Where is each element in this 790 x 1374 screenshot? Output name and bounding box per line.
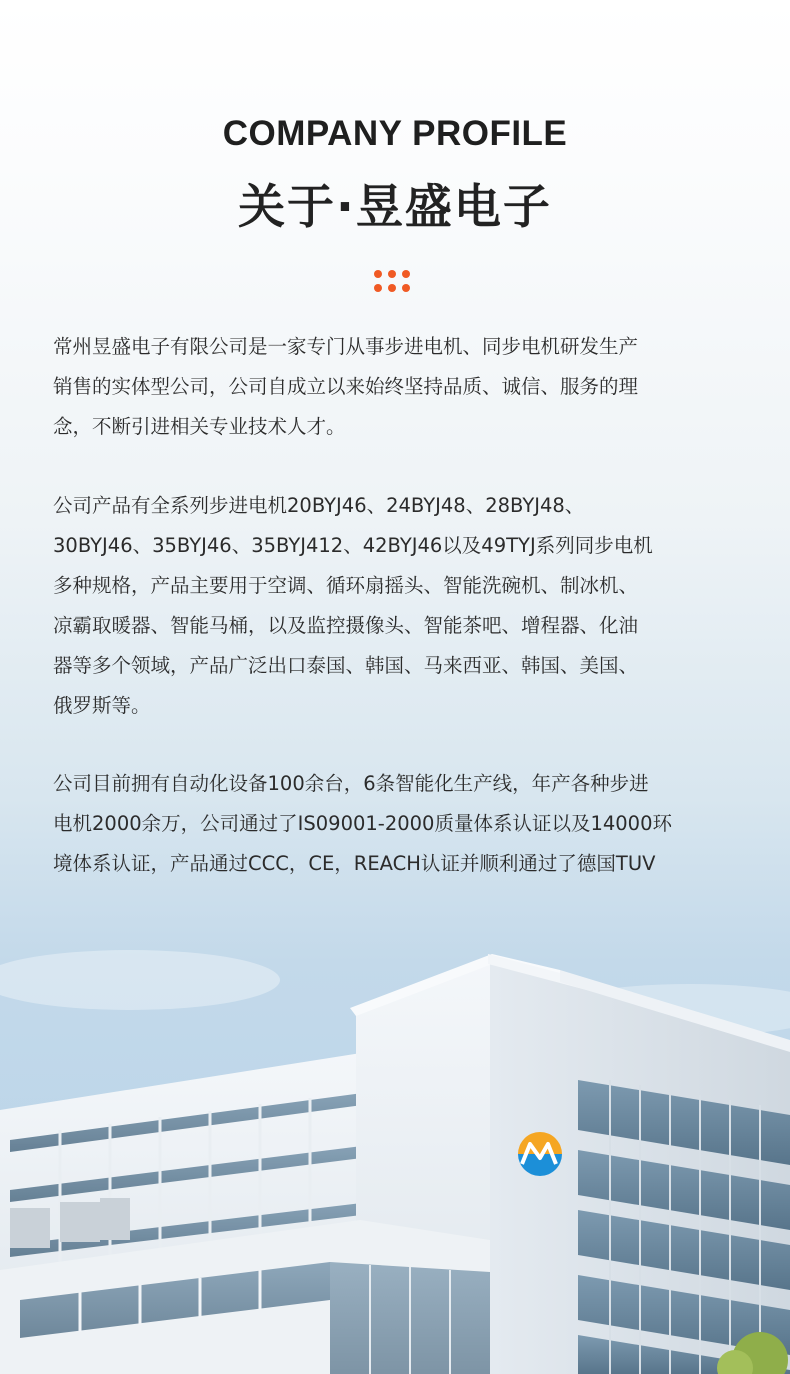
section-title-cn: 关于·昱盛电子	[238, 180, 552, 235]
paragraph-line: 销售的实体型公司，公司自成立以来始终坚持品质、诚信、服务的理	[53, 375, 639, 398]
paragraph-line: 器等多个领域，产品广泛出口泰国、韩国、马来西亚、韩国、美国、	[53, 654, 639, 677]
dot-grid-icon	[372, 270, 412, 296]
ms-logo	[518, 1132, 562, 1176]
paragraph-line: 念，不断引进相关专业技术人才。	[53, 415, 346, 438]
paragraph-line: 常州昱盛电子有限公司是一家专门从事步进电机、同步电机研发生产	[53, 335, 639, 358]
paragraph-line: 境体系认证，产品通过CCC，CE，REACH认证并顺利通过了德国TUV	[53, 852, 656, 875]
paragraph-line: 电机2000余万，公司通过了IS09001-2000质量体系认证以及14000环	[53, 812, 672, 835]
section-title-en: COMPANY PROFILE	[222, 114, 568, 153]
intro-paragraph	[53, 327, 753, 447]
paragraph-line: 30BYJ46、35BYJ46、35BYJ412、42BYJ46以及49TYJ系列同步电机	[53, 534, 653, 557]
paragraph-line: 多种规格，产品主要用于空调、循环扇摇头、智能洗碗机、制冰机、	[53, 574, 639, 597]
products-paragraph	[53, 486, 753, 726]
capacity-paragraph	[53, 764, 753, 884]
factory-building-image	[0, 940, 790, 1374]
paragraph-line: 公司产品有全系列步进电机20BYJ46、24BYJ48、28BYJ48、	[53, 494, 585, 517]
paragraph-line: 凉霸取暖器、智能马桶，以及监控摄像头、智能茶吧、增程器、化油	[53, 614, 639, 637]
paragraph-line: 公司目前拥有自动化设备100余台，6条智能化生产线，年产各种步进	[53, 772, 649, 795]
paragraph-line: 俄罗斯等。	[53, 694, 151, 717]
